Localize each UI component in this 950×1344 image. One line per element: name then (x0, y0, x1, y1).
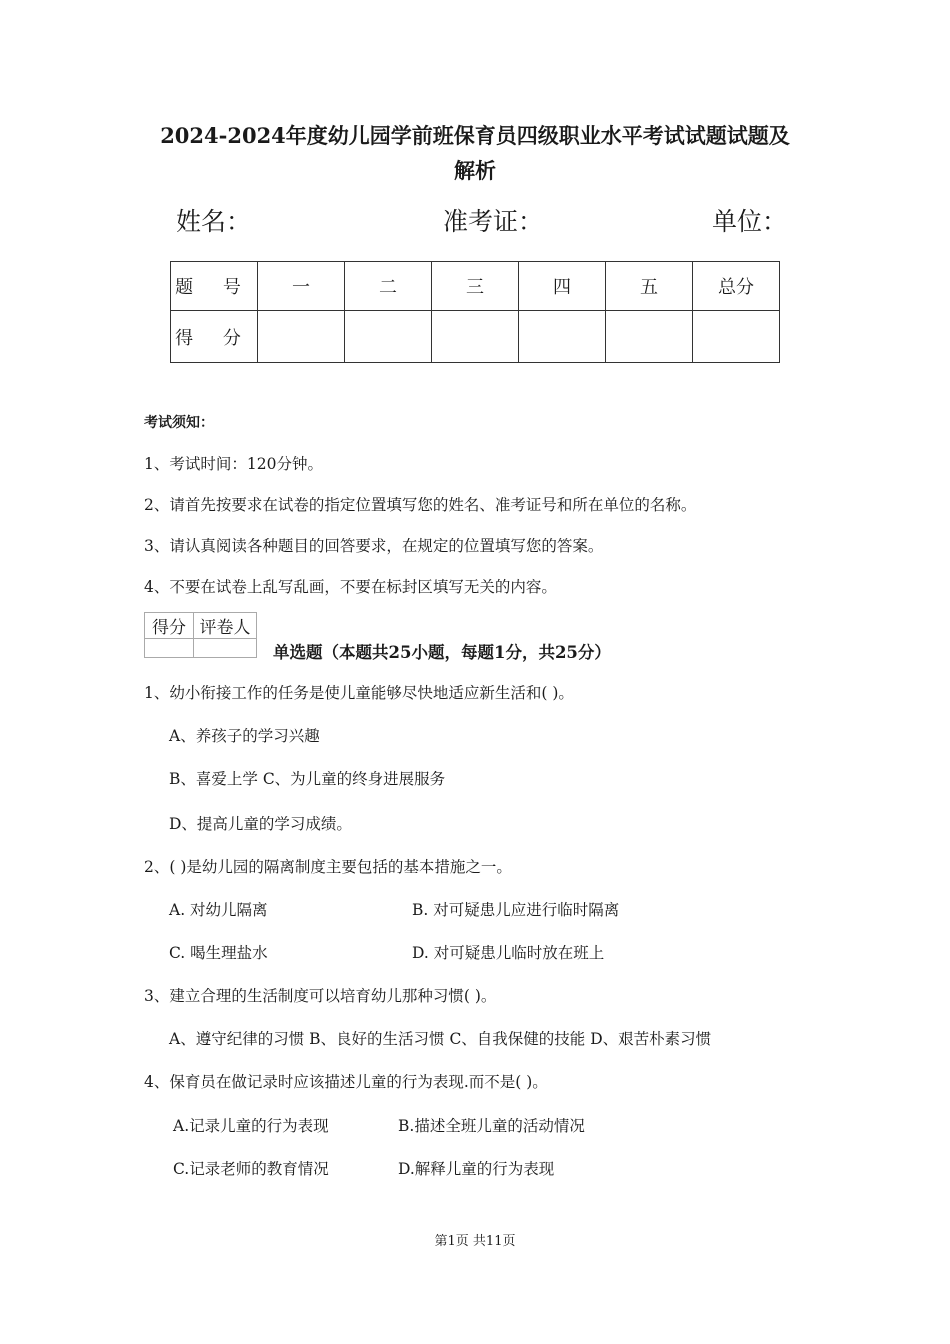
score-blank-cell[interactable] (519, 311, 606, 363)
grader-reviewer-blank[interactable] (194, 639, 257, 658)
question-2-option-d: D. 对可疑患儿临时放在班上 (412, 944, 605, 962)
score-table-header-row (171, 262, 780, 311)
unit-label: 单位： (712, 207, 788, 236)
doc-title-line2: 解析 (454, 158, 496, 183)
score-header-cell: 四 (519, 262, 606, 311)
question-4-option-c: C.记录老师的教育情况 (173, 1160, 329, 1178)
section-title: 单选题（本题共25小题，每题1分，共25分） (273, 643, 611, 662)
name-label: 姓名： (176, 207, 252, 236)
score-blank-cell[interactable] (606, 311, 693, 363)
grader-reviewer-label: 评卷人 (194, 613, 257, 639)
score-blank-cell[interactable] (432, 311, 519, 363)
exam-id-label: 准考证： (443, 207, 544, 236)
score-header-cell: 一 (258, 262, 345, 311)
notice-item: 3、请认真阅读各种题目的回答要求，在规定的位置填写您的答案。 (144, 537, 604, 555)
page-footer: 第1页 共11页 (434, 1234, 516, 1249)
score-header-cell: 三 (432, 262, 519, 311)
score-blank-cell[interactable] (258, 311, 345, 363)
question-1-option-bc: B、喜爱上学 C、为儿童的终身进展服务 (169, 770, 446, 788)
question-3-stem: 3、建立合理的生活制度可以培育幼儿那种习惯( )。 (144, 987, 497, 1005)
score-blank-cell[interactable] (693, 311, 780, 363)
doc-title-line1: 2024-2024年度幼儿园学前班保育员四级职业水平考试试题试题及 (160, 123, 790, 148)
score-row-label: 得 分 (171, 311, 258, 363)
question-4-stem: 4、保育员在做记录时应该描述儿童的行为表现.而不是( )。 (144, 1073, 548, 1091)
question-4-option-a: A.记录儿童的行为表现 (173, 1117, 329, 1135)
question-1-option-a: A、养孩子的学习兴趣 (169, 727, 320, 745)
question-2-option-c: C. 喝生理盐水 (169, 944, 268, 962)
question-2-option-a: A. 对幼儿隔离 (169, 901, 268, 919)
score-header-cell: 总分 (693, 262, 780, 311)
question-2-option-b: B. 对可疑患儿应进行临时隔离 (412, 901, 620, 919)
question-2-stem: 2、( )是幼儿园的隔离制度主要包括的基本措施之一。 (144, 858, 512, 876)
question-4-option-d: D.解释儿童的行为表现 (398, 1160, 555, 1178)
grader-score-blank[interactable] (145, 639, 194, 658)
notice-heading: 考试须知： (144, 415, 214, 431)
notice-item: 1、考试时间：120分钟。 (144, 455, 323, 473)
notice-item: 4、不要在试卷上乱写乱画，不要在标封区填写无关的内容。 (144, 578, 557, 596)
score-table-score-row (171, 311, 780, 363)
grader-box (144, 612, 257, 658)
question-1-option-d: D、提高儿童的学习成绩。 (169, 815, 352, 833)
question-3-options: A、遵守纪律的习惯 B、良好的生活习惯 C、自我保健的技能 D、艰苦朴素习惯 (169, 1030, 712, 1048)
question-1-stem: 1、幼小衔接工作的任务是使儿童能够尽快地适应新生活和( )。 (144, 684, 574, 702)
score-blank-cell[interactable] (345, 311, 432, 363)
score-header-cell: 题 号 (171, 262, 258, 311)
score-table (170, 261, 780, 363)
notice-item: 2、请首先按要求在试卷的指定位置填写您的姓名、准考证号和所在单位的名称。 (144, 496, 697, 514)
question-4-option-b: B.描述全班儿童的活动情况 (398, 1117, 585, 1135)
score-header-cell: 二 (345, 262, 432, 311)
grader-score-label: 得分 (145, 613, 194, 639)
score-header-cell: 五 (606, 262, 693, 311)
